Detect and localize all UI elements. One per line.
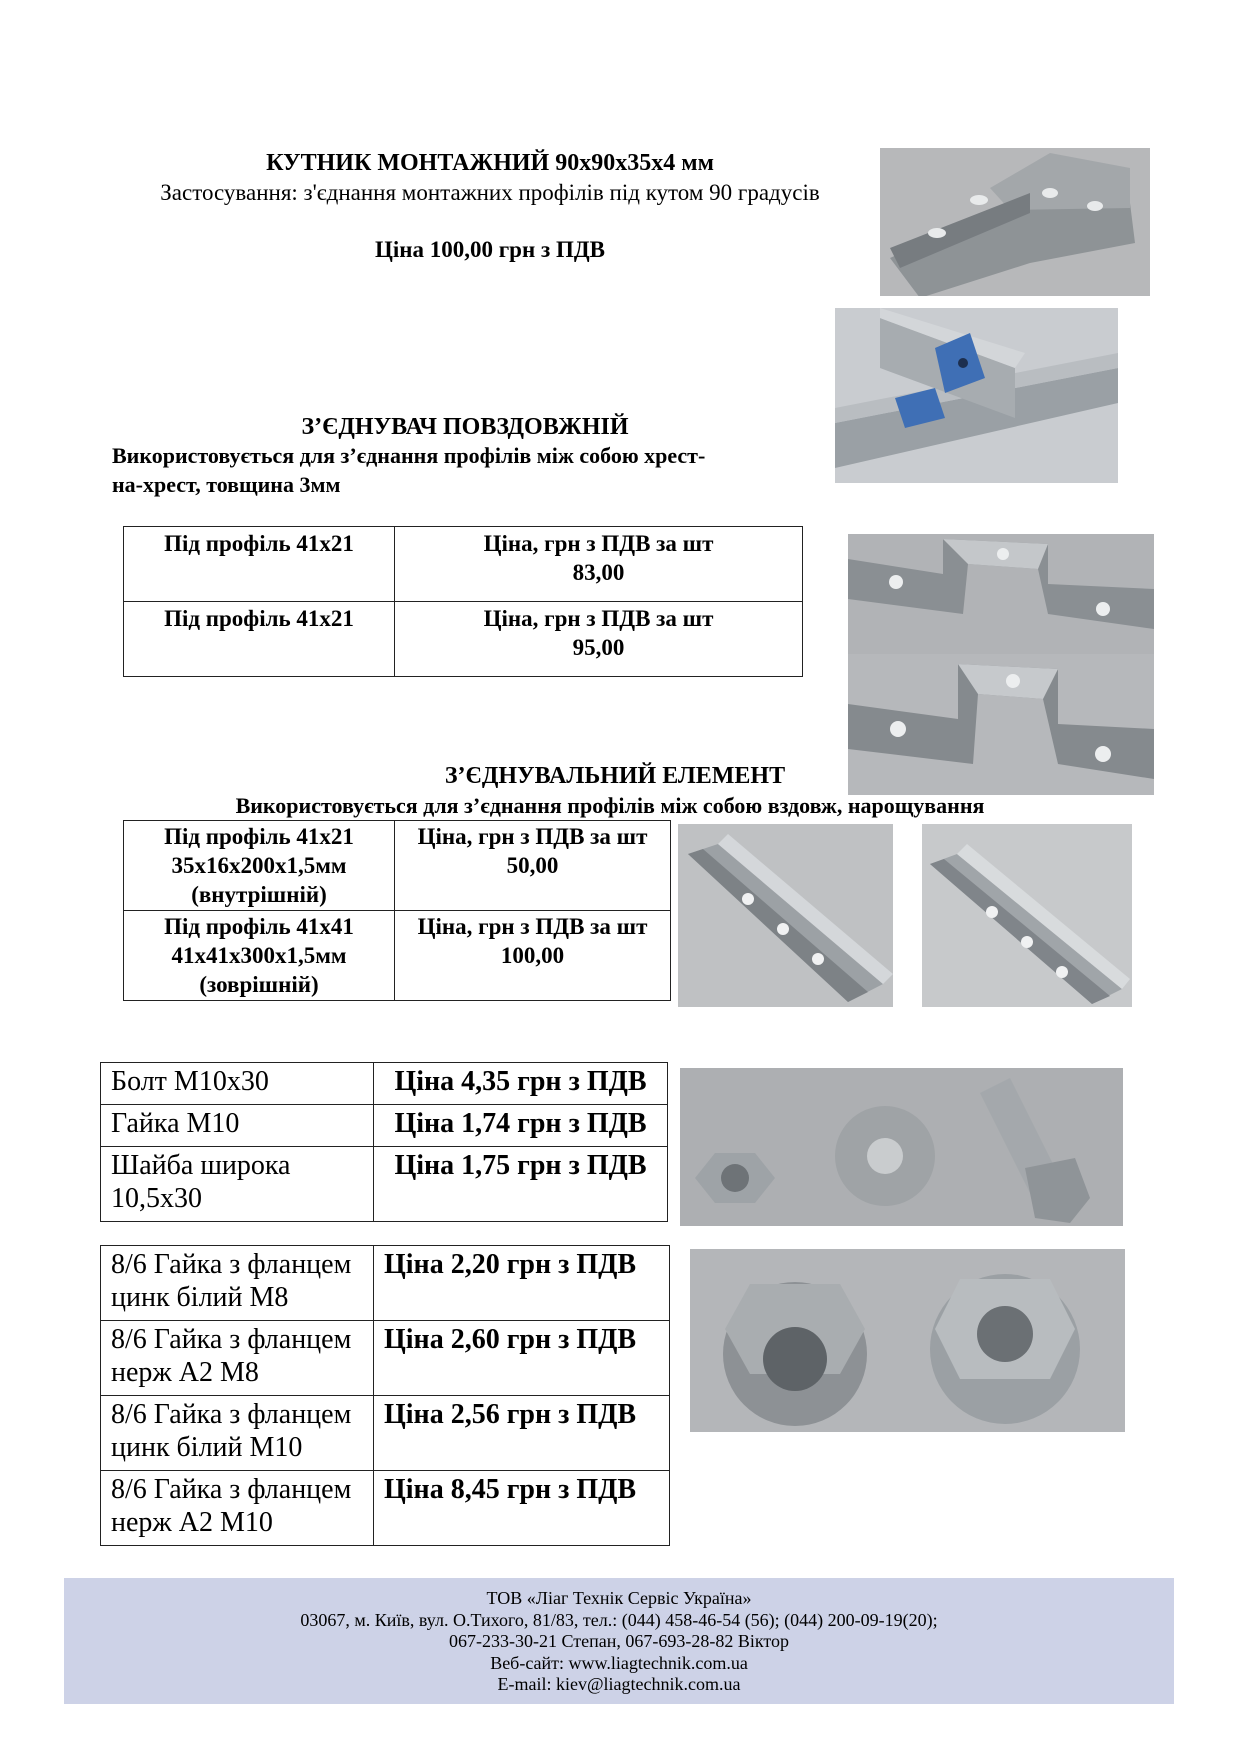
item-price: Ціна 4,35 грн з ПДВ — [374, 1063, 668, 1105]
item-name-line2: нерж А2 М8 — [111, 1357, 259, 1388]
table-row — [124, 602, 803, 677]
item-price: Ціна 1,75 грн з ПДВ — [374, 1147, 668, 1222]
long-connector-desc-line1: Використовується для з’єднання профілів між собою хрест- — [112, 443, 706, 468]
footer-phones: 067-233-30-21 Степан, 067-693-28-82 Віктор — [449, 1631, 789, 1651]
item-name: 8/6 Гайка з фланцем — [111, 1399, 352, 1430]
profile-line2: 41х41х300х1,5мм — [171, 943, 347, 968]
price-value: 50,00 — [506, 853, 559, 878]
table-row — [101, 1321, 670, 1396]
footer-address: 03067, м. Київ, вул. О.Тихого, 81/83, тел.: (044) 458-46-54 (56); (044) 200-09-19(20); — [300, 1609, 938, 1630]
table-row — [101, 1396, 670, 1471]
item-name-cell — [101, 1471, 374, 1546]
item-name: 8/6 Гайка з фланцем — [111, 1474, 352, 1505]
company-footer — [64, 1578, 1174, 1704]
table-row — [101, 1147, 668, 1222]
joint-element-title: З’ЄДНУВАЛЬНИЙ ЕЛЕМЕНТ — [444, 763, 786, 789]
item-name: Гайка М10 — [111, 1108, 240, 1139]
footer-email[interactable]: E-mail: kiev@liagtechnik.com.ua — [497, 1674, 741, 1694]
item-price: Ціна 8,45 грн з ПДВ — [374, 1471, 670, 1546]
price-label: Ціна, грн з ПДВ за шт — [483, 606, 714, 631]
bolt-nut-washer-photo — [680, 1068, 1123, 1226]
table-row — [124, 821, 671, 911]
item-name: 8/6 Гайка з фланцем — [111, 1324, 352, 1355]
profile-cell — [124, 911, 395, 1001]
table-row — [101, 1105, 668, 1147]
joint-element-desc: Використовується для з’єднання профілів між собою вздовж, нарощування — [235, 793, 985, 818]
corner-title: КУТНИК МОНТАЖНИЙ 90х90х35х4 мм — [266, 150, 714, 176]
item-name-line2: нерж А2 М10 — [111, 1507, 273, 1538]
fasteners-table — [100, 1062, 668, 1222]
corner-usage: Застосування: з'єднання монтажних профілів під кутом 90 градусів — [160, 180, 820, 205]
item-name-cell — [101, 1321, 374, 1396]
profile-line3: (зоврішній) — [199, 972, 319, 997]
table-row — [101, 1471, 670, 1546]
price-value: 100,00 — [500, 943, 565, 968]
table-row — [101, 1063, 668, 1105]
profile-cell: Під профіль 41х21 — [124, 602, 395, 677]
item-name: Шайба широка — [111, 1150, 291, 1181]
corner-bracket-photo — [880, 148, 1150, 296]
price-label: Ціна, грн з ПДВ за шт — [417, 914, 648, 939]
footer-website[interactable]: Веб-сайт: www.liagtechnik.com.ua — [490, 1652, 748, 1673]
item-name: 8/6 Гайка з фланцем — [111, 1249, 352, 1280]
item-name-line2: цинк білий М10 — [111, 1432, 303, 1463]
item-price: Ціна 2,60 грн з ПДВ — [374, 1321, 670, 1396]
price-cell — [395, 602, 803, 677]
price-label: Ціна, грн з ПДВ за шт — [483, 531, 714, 556]
table-row — [124, 911, 671, 1001]
table-row — [101, 1246, 670, 1321]
table-row — [124, 527, 803, 602]
price-value: 95,00 — [572, 635, 625, 660]
price-value: 83,00 — [572, 560, 625, 585]
item-name-line2: 10,5х30 — [111, 1183, 202, 1214]
item-name-cell — [101, 1063, 374, 1105]
item-price: Ціна 2,20 грн з ПДВ — [374, 1246, 670, 1321]
joint-element-table — [123, 820, 671, 1001]
price-cell — [395, 911, 671, 1001]
price-cell — [395, 821, 671, 911]
profile-line1: Під профіль 41х41 — [164, 914, 354, 939]
u-connector-photo-top — [848, 534, 1154, 654]
item-name-line2: цинк білий М8 — [111, 1282, 289, 1313]
outer-joint-photo — [922, 824, 1132, 1007]
item-name-cell — [101, 1246, 374, 1321]
price-label: Ціна, грн з ПДВ за шт — [417, 824, 648, 849]
long-connector-table — [123, 526, 803, 677]
profile-line2: 35х16х200х1,5мм — [171, 853, 347, 878]
profile-line1: Під профіль 41х21 — [164, 824, 354, 849]
long-connector-desc-line2: на-хрест, товщина 3мм — [112, 472, 341, 497]
cross-connector-photo — [835, 308, 1118, 483]
item-name-cell — [101, 1147, 374, 1222]
inner-joint-photo — [678, 824, 893, 1007]
profile-cell: Під профіль 41х21 — [124, 527, 395, 602]
item-price: Ціна 1,74 грн з ПДВ — [374, 1105, 668, 1147]
corner-price: Ціна 100,00 грн з ПДВ — [374, 237, 606, 262]
item-name-cell — [101, 1396, 374, 1471]
profile-cell — [124, 821, 395, 911]
item-name: Болт М10х30 — [111, 1066, 269, 1097]
long-connector-title: З’ЄДНУВАЧ ПОВЗДОВЖНІЙ — [301, 414, 629, 440]
item-name-cell — [101, 1105, 374, 1147]
footer-company: ТОВ «Ліаг Технік Сервіс Україна» — [486, 1588, 752, 1608]
item-price: Ціна 2,56 грн з ПДВ — [374, 1396, 670, 1471]
flange-nuts-table — [100, 1245, 670, 1546]
profile-line3: (внутрішній) — [191, 882, 327, 907]
flange-nuts-photo — [690, 1249, 1125, 1432]
price-cell — [395, 527, 803, 602]
